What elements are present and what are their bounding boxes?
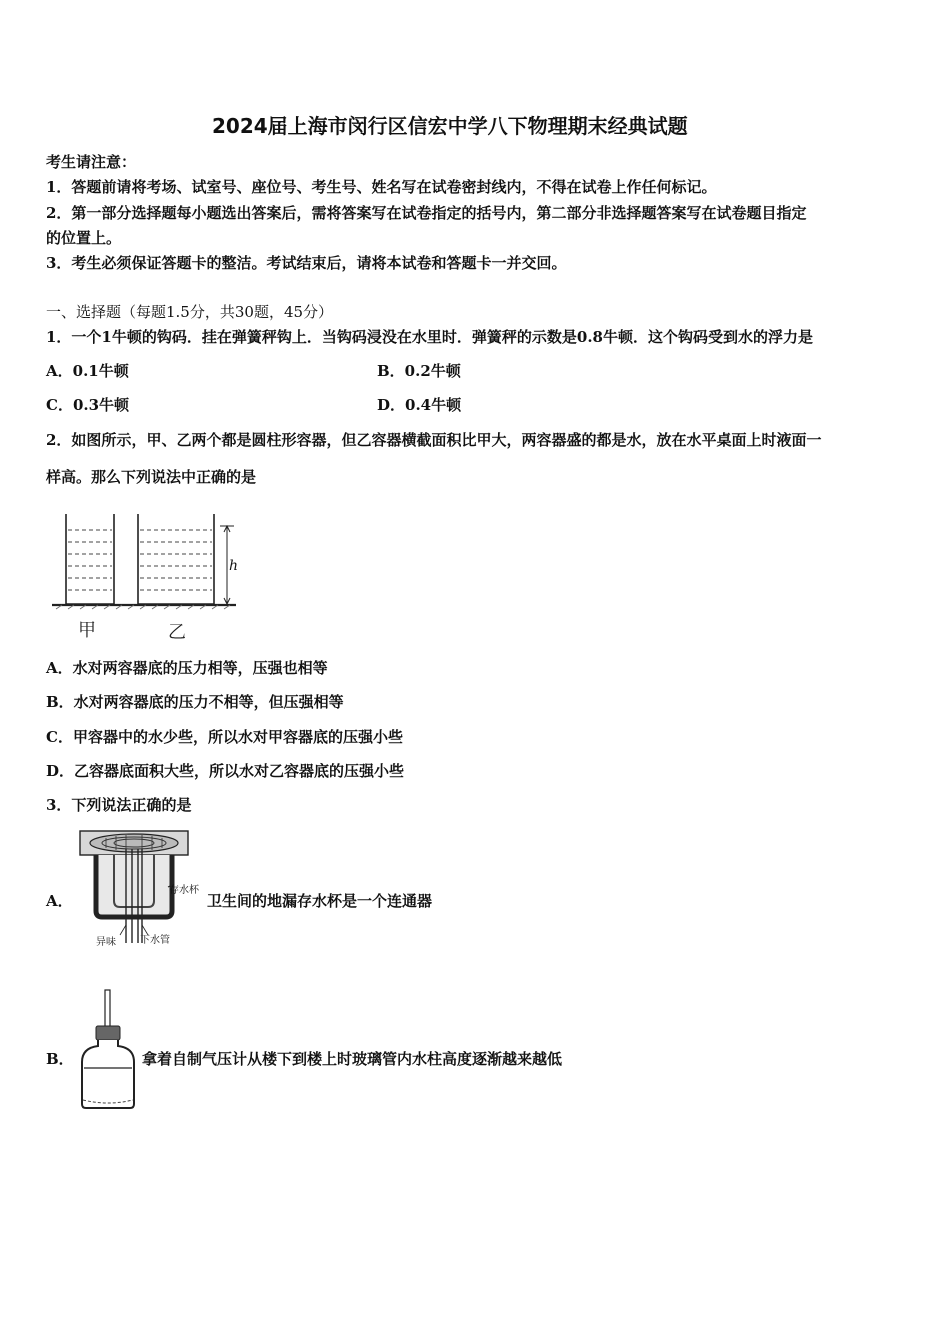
notice-item-2-cont: 的位置上。 — [46, 229, 122, 247]
q3-stem: 3．下列说法正确的是 — [46, 796, 192, 814]
fig-label-h: h — [229, 558, 239, 574]
section-heading: 一、选择题（每题1.5分，共30题，45分） — [46, 303, 334, 321]
q2-option-a: A．水对两容器底的压力相等，压强也相等 — [46, 659, 328, 677]
q3-option-a-text: 卫生间的地漏存水杯是一个连通器 — [207, 892, 433, 910]
floor-drain-figure — [76, 825, 206, 950]
fig-label-pipe: 下水管 — [140, 935, 170, 946]
q2-containers-figure — [48, 508, 248, 643]
q3-option-b-letter: B． — [46, 1050, 74, 1068]
notice-heading: 考生请注意： — [46, 153, 137, 171]
q1-option-c: C．0.3牛顿 — [46, 396, 130, 414]
notice-item-3: 3．考生必须保证答题卡的整洁。考试结束后，请将本试卷和答题卡一并交回。 — [46, 254, 567, 272]
q2-option-c: C．甲容器中的水少些，所以水对甲容器底的压强小些 — [46, 728, 403, 746]
q3-option-b-text: 拿着自制气压计从楼下到楼上时玻璃管内水柱高度逐渐越来越低 — [142, 1050, 563, 1068]
q2-stem-line1: 2．如图所示，甲、乙两个都是圆柱形容器，但乙容器横截面积比甲大，两容器盛的都是水，放在水平桌面上时液面一 — [46, 431, 822, 449]
fig-label-jia: 甲 — [78, 620, 96, 641]
notice-item-1: 1．答题前请将考场、试室号、座位号、考生号、姓名写在试卷密封线内，不得在试卷上作任何标记。 — [46, 178, 717, 196]
fig-label-yi: 乙 — [168, 622, 186, 643]
q2-option-b: B．水对两容器底的压力不相等，但压强相等 — [46, 693, 344, 711]
fig-label-cup: 存水杯 — [169, 885, 199, 896]
q1-option-a: A．0.1牛顿 — [46, 362, 129, 380]
notice-item-2: 2．第一部分选择题每小题选出答案后，需将答案写在试卷指定的括号内，第二部分非选择题答案写在试卷题目指定 — [46, 204, 807, 222]
barometer-bottle-figure — [76, 988, 140, 1112]
page-title: 2024届上海市闵行区信宏中学八下物理期末经典试题 — [212, 114, 688, 138]
q3-option-a-letter: A． — [46, 892, 73, 910]
fig-label-smell: 异味 — [96, 937, 116, 948]
q2-stem-line2: 样高。那么下列说法中正确的是 — [46, 468, 257, 486]
q1-option-d: D．0.4牛顿 — [377, 396, 462, 414]
q2-option-d: D．乙容器底面积大些，所以水对乙容器底的压强小些 — [46, 762, 405, 780]
q1-option-b: B．0.2牛顿 — [377, 362, 461, 380]
q1-stem: 1．一个1牛顿的钩码．挂在弹簧秤钩上．当钩码浸没在水里时．弹簧秤的示数是0.8牛顿．这个钩码受到水的浮力是 — [46, 328, 813, 346]
